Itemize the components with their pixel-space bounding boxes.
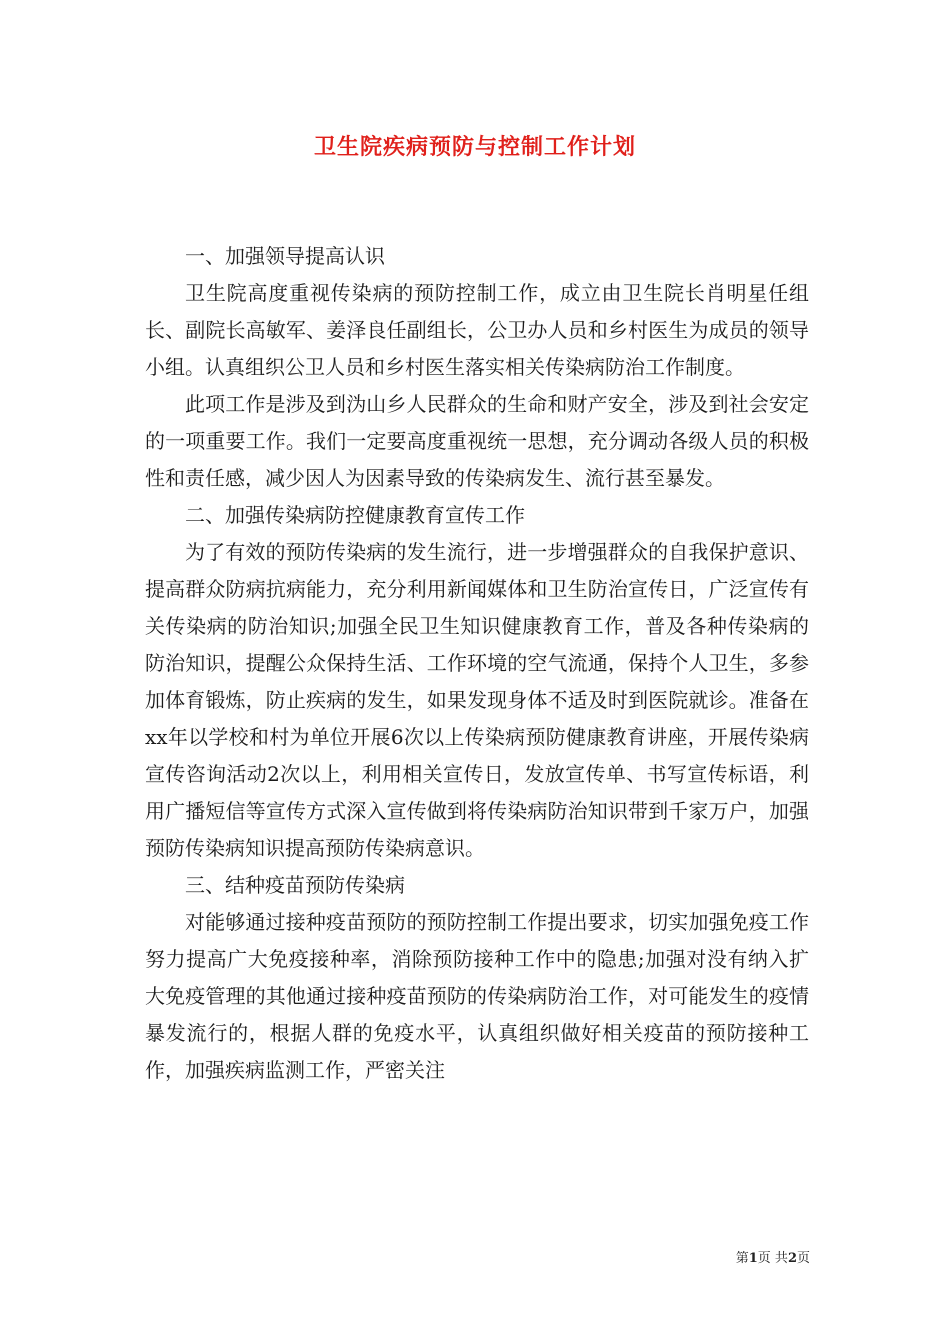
paragraph-3: 为了有效的预防传染病的发生流行，进一步增强群众的自我保护意识、提高群众防病抗病能力，充分利用新闻媒体和卫生防治宣传日，广泛宣传有关传染病的防治知识;加强全民卫生知识健康教育工作，普及各种传染病的防治知识，提醒公众保持生活、工作环境的空气流通，保持个人卫生，多参加体育锻炼，防止疾病的发生，如果发现身体不适及时到医院就诊。准备在xx年以学校和村为单位开展6次以上传染病预防健康教育讲座，开展传染病宣传咨询活动2次以上，利用相关宣传日，发放宣传单、书写宣传标语，利用广播短信等宣传方式深入宣传做到将传染病防治知识带到千家万户，加强预防传染病知识提高预防传染病意识。 [145,540,809,860]
footer-middle: 页 共 [757,1251,788,1266]
document-body [145,238,809,1089]
current-page-number: 1 [748,1251,758,1266]
footer-suffix: 页 [796,1251,810,1266]
paragraph-4: 对能够通过接种疫苗预防的预防控制工作提出要求，切实加强免疫工作努力提高广大免疫接种率，消除预防接种工作中的隐患;加强对没有纳入扩大免疫管理的其他通过接种疫苗预防的传染病防治工作，对可能发生的疫情暴发流行的，根据人群的免疫水平，认真组织做好相关疫苗的预防接种工作，加强疾病监测工作，严密关注 [145,910,809,1082]
document-title: 卫生院疾病预防与控制工作计划 [313,134,636,160]
section-heading-2: 二、加强传染病防控健康教育宣传工作 [185,503,525,527]
section-heading-1: 一、加强领导提高认识 [185,244,385,268]
section-heading-3: 三、结种疫苗预防传染病 [185,873,405,897]
paragraph-2: 此项工作是涉及到沩山乡人民群众的生命和财产安全，涉及到社会安定的一项重要工作。我们一定要高度重视统一思想，充分调动各级人员的积极性和责任感，减少因人为因素导致的传染病发生、流行甚至暴发。 [145,392,809,490]
page-number-footer [700,1250,810,1268]
total-page-number: 2 [787,1251,797,1266]
paragraph-1: 卫生院高度重视传染病的预防控制工作，成立由卫生院长肖明星任组长、副院长高敏军、姜泽良任副组长，公卫办人员和乡村医生为成员的领导小组。认真组织公卫人员和乡村医生落实相关传染病防治工作制度。 [145,281,809,379]
footer-prefix: 第 [735,1251,749,1266]
